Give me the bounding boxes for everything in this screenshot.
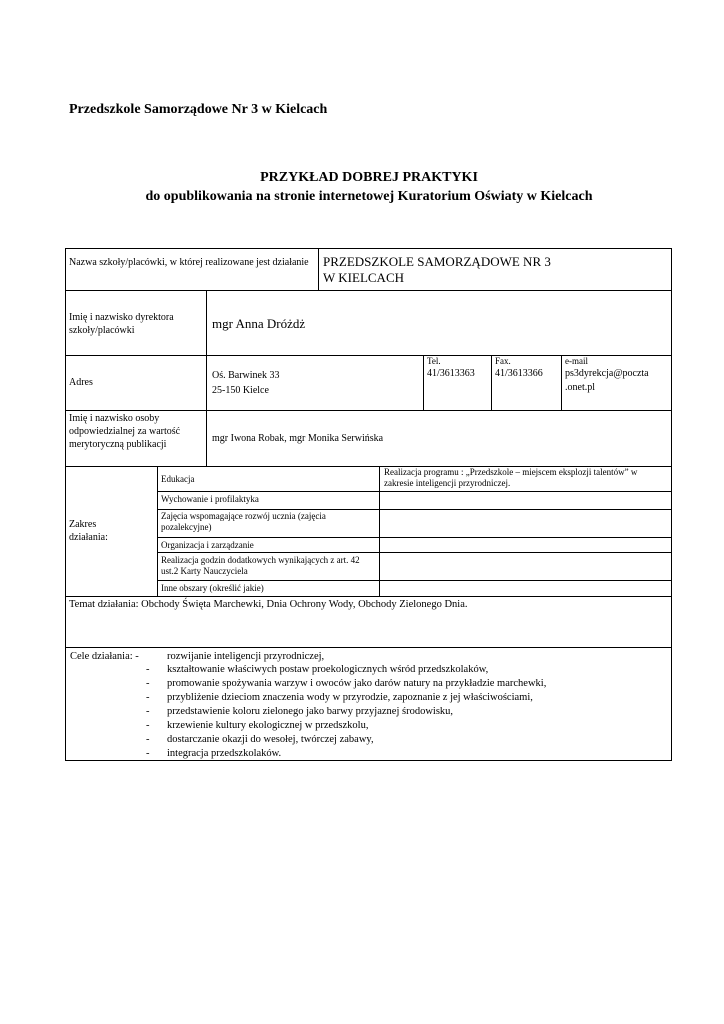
scope-item-label: Wychowanie i profilaktyka — [161, 494, 259, 504]
goal-text: rozwijanie inteligencji przyrodniczej, — [167, 651, 325, 662]
row-divider — [65, 647, 672, 648]
institution-value-line1: PRZEDSZKOLE SAMORZĄDOWE NR 3 — [323, 254, 551, 269]
scope-divider — [157, 509, 672, 510]
goals-prefix: Cele działania: - — [70, 651, 139, 662]
email-line1: ps3dyrekcja@poczta — [565, 368, 649, 379]
scope-item-label: Edukacja — [161, 474, 195, 484]
goal-text: kształtowanie właściwych postaw proekologicznych wśród przedszkolaków, — [167, 664, 489, 675]
col-divider — [157, 466, 158, 596]
email-line2: .onet.pl — [565, 382, 595, 393]
scope-item-value: Realizacja programu : „Przedszkole – miejscem eksplozji talentów” w zakresie inteligencji przyrodniczej. — [384, 467, 638, 488]
tel-value: 41/3613363 — [427, 368, 475, 379]
col-divider — [561, 355, 562, 410]
scope-item-label: Realizacja godzin dodatkowych wynikających z art. 42 ust.2 Karty Nauczyciela — [161, 555, 360, 576]
goal-text: przedstawienie koloru zielonego jako barwy przyjaznej środowisku, — [167, 706, 454, 717]
document-subtitle: do opublikowania na stronie internetowej Kuratorium Oświaty w Kielcach — [145, 189, 593, 204]
fax-value: 41/3613366 — [495, 368, 543, 379]
row-divider — [65, 596, 672, 597]
school-header: Przedszkole Samorządowe Nr 3 w Kielcach — [69, 102, 328, 117]
col-divider — [491, 355, 492, 410]
document-title: PRZYKŁAD DOBREJ PRAKTYKI — [260, 170, 478, 185]
responsible-label: Imię i nazwisko osoby odpowiedzialnej za wartość merytoryczną publikacji — [69, 413, 181, 450]
col-divider — [379, 466, 380, 596]
address-label: Adres — [69, 377, 93, 388]
institution-value-line2: W KIELCACH — [323, 270, 405, 285]
col-divider — [206, 290, 207, 466]
address-line1: Oś. Barwinek 33 — [212, 370, 280, 381]
scope-item-label: Zajęcia wspomagające rozwój ucznia (zajęcia pozalekcyjne) — [161, 511, 326, 532]
row-divider — [65, 290, 672, 291]
scope-divider — [157, 491, 672, 492]
goal-text: dostarczanie okazji do wesołej, twórczej zabawy, — [167, 734, 374, 745]
topic-text: Temat działania: Obchody Święta Marchewki, Dnia Ochrony Wody, Obchody Zielonego Dnia. — [69, 599, 468, 610]
director-value: mgr Anna Dróżdż — [212, 316, 306, 331]
scope-divider — [157, 580, 672, 581]
scope-item-label: Organizacja i zarządzanie — [161, 540, 254, 550]
director-label: Imię i nazwisko dyrektora szkoły/placówki — [69, 312, 174, 336]
goal-text: krzewienie kultury ekologicznej w przedszkolu, — [167, 720, 369, 731]
scope-divider — [157, 537, 672, 538]
tel-label: Tel. — [427, 356, 441, 366]
col-divider — [318, 248, 319, 290]
scope-divider — [157, 552, 672, 553]
address-line2: 25-150 Kielce — [212, 385, 269, 396]
fax-label: Fax. — [495, 356, 511, 366]
goal-text: integracja przedszkolaków. — [167, 748, 282, 759]
goal-text: promowanie spożywania warzyw i owoców jako darów natury na przykładzie marchewki, — [167, 678, 547, 689]
scope-label-line2: działania: — [69, 532, 108, 543]
email-label: e-mail — [565, 356, 588, 366]
responsible-value: mgr Iwona Robak, mgr Monika Serwińska — [212, 433, 384, 444]
row-divider — [65, 410, 672, 411]
institution-label: Nazwa szkoły/placówki, w której realizowane jest działanie — [69, 257, 309, 268]
scope-label-line1: Zakres — [69, 519, 97, 530]
scope-item-label: Inne obszary (określić jakie) — [161, 583, 264, 593]
col-divider — [423, 355, 424, 410]
goal-text: przybliżenie dzieciom znaczenia wody w przyrodzie, zapoznanie z jej właściwościami, — [167, 692, 533, 703]
